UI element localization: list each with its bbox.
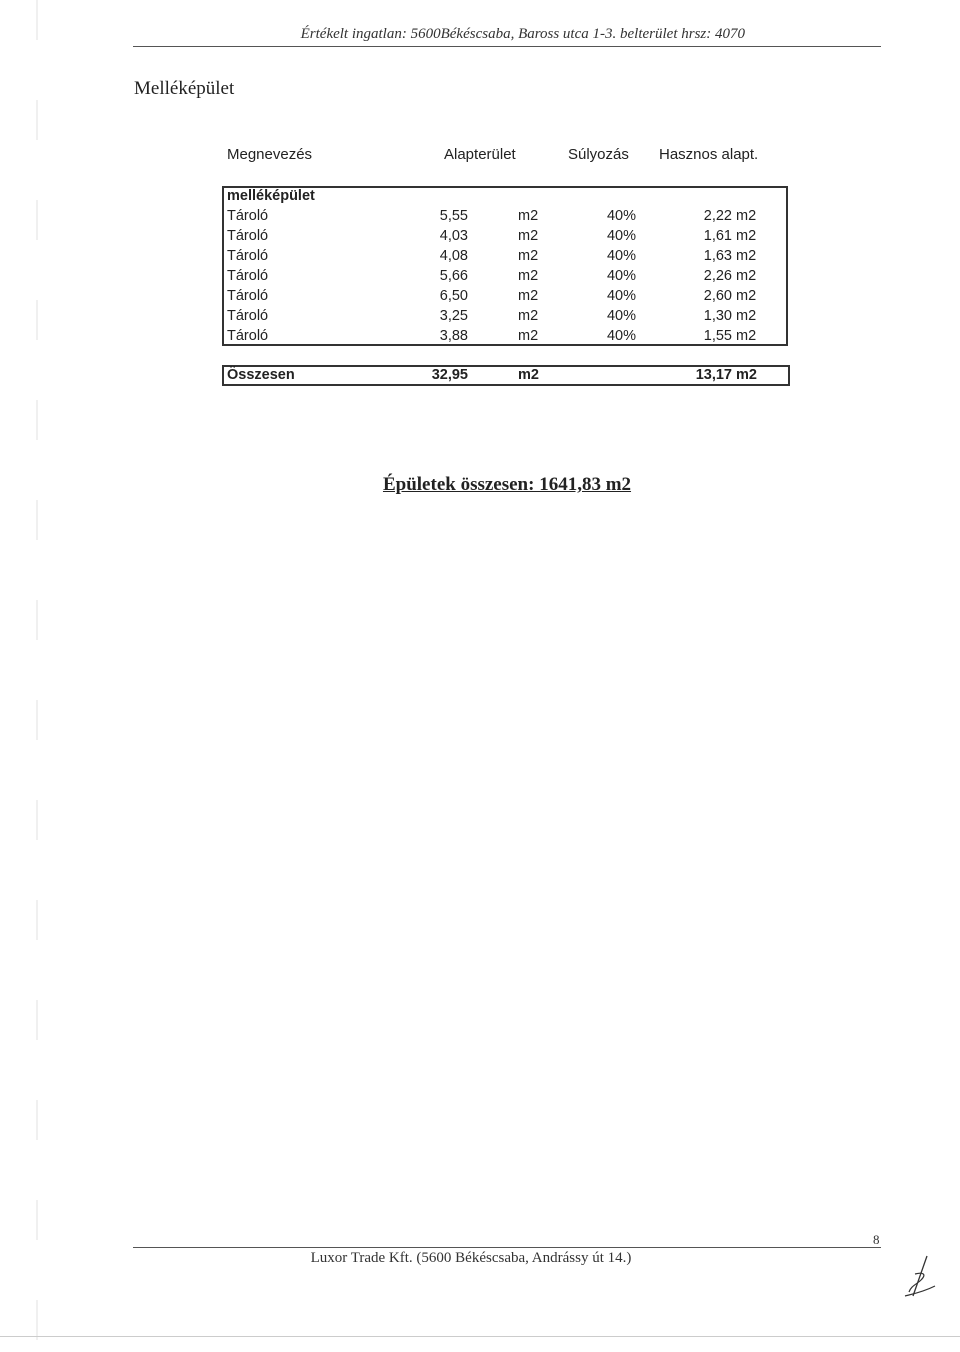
row-area-unit: m2 xyxy=(518,208,539,224)
row-area: 5,66 xyxy=(439,268,468,284)
row-area-unit: m2 xyxy=(518,308,539,324)
total-area: 32,95 xyxy=(431,367,468,383)
row-name: Tároló xyxy=(227,288,269,304)
row-name: Tároló xyxy=(227,248,269,264)
row-name: Tároló xyxy=(227,308,269,324)
row-weight: 40% xyxy=(606,228,636,244)
row-weight: 40% xyxy=(606,268,636,284)
total-area-unit: m2 xyxy=(518,367,539,383)
row-useful-unit: m2 xyxy=(736,208,757,224)
row-name: Tároló xyxy=(227,208,269,224)
row-name: Tároló xyxy=(227,228,269,244)
header-title: Értékelt ingatlan: 5600Békéscsaba, Baross utca 1-3. belterület hrsz: 4070 xyxy=(300,26,745,42)
header-rule xyxy=(133,46,881,47)
row-area-unit: m2 xyxy=(518,268,539,284)
total-useful-unit: m2 xyxy=(736,367,757,383)
total-row xyxy=(224,365,786,385)
row-weight: 40% xyxy=(606,308,636,324)
section-title: Melléképület xyxy=(134,78,235,99)
column-header-name: Megnevezés xyxy=(227,146,313,163)
table-row xyxy=(224,246,786,266)
row-area-unit: m2 xyxy=(518,288,539,304)
row-useful-area: 1,63 xyxy=(703,248,732,264)
table-row xyxy=(224,206,786,226)
row-area: 3,88 xyxy=(439,328,468,344)
row-useful-unit: m2 xyxy=(736,248,757,264)
row-useful-area: 2,26 xyxy=(703,268,732,284)
table-row xyxy=(224,326,786,346)
row-useful-area: 2,60 xyxy=(703,288,732,304)
buildings-total: Épületek összesen: 1641,83 m2 xyxy=(382,474,632,495)
row-useful-unit: m2 xyxy=(736,288,757,304)
scan-bottom-edge xyxy=(0,1336,960,1337)
row-area-unit: m2 xyxy=(518,328,539,344)
row-area-unit: m2 xyxy=(518,248,539,264)
row-name: Tároló xyxy=(227,268,269,284)
row-area: 3,25 xyxy=(439,308,468,324)
table-row xyxy=(224,286,786,306)
table-row xyxy=(224,266,786,286)
row-useful-area: 1,30 xyxy=(703,308,732,324)
table-row xyxy=(224,306,786,326)
row-weight: 40% xyxy=(606,328,636,344)
row-area: 4,08 xyxy=(439,248,468,264)
scan-edge-marks xyxy=(36,0,38,1347)
signature-icon xyxy=(897,1252,947,1302)
table-row xyxy=(224,226,786,246)
group-label: melléképület xyxy=(227,188,315,204)
row-weight: 40% xyxy=(606,288,636,304)
table-group-row xyxy=(224,186,786,206)
row-weight: 40% xyxy=(606,208,636,224)
column-header-area: Alapterület xyxy=(444,146,516,163)
total-label: Összesen xyxy=(227,367,295,383)
row-weight: 40% xyxy=(606,248,636,264)
row-useful-unit: m2 xyxy=(736,328,757,344)
row-useful-unit: m2 xyxy=(736,308,757,324)
footer-company: Luxor Trade Kft. (5600 Békéscsaba, Andrássy út 14.) xyxy=(310,1250,632,1266)
page-number: 8 xyxy=(873,1232,880,1247)
row-name: Tároló xyxy=(227,328,269,344)
row-useful-area: 2,22 xyxy=(703,208,732,224)
row-area: 4,03 xyxy=(439,228,468,244)
row-area: 5,55 xyxy=(439,208,468,224)
row-useful-area: 1,61 xyxy=(703,228,732,244)
footer-rule xyxy=(133,1247,881,1248)
column-header-weighting: Súlyozás xyxy=(568,146,629,163)
row-useful-unit: m2 xyxy=(736,268,757,284)
row-area-unit: m2 xyxy=(518,228,539,244)
row-area: 6,50 xyxy=(439,288,468,304)
row-useful-area: 1,55 xyxy=(703,328,732,344)
total-useful-area: 13,17 xyxy=(695,367,732,383)
column-header-useful-area: Hasznos alapt. xyxy=(659,146,759,163)
row-useful-unit: m2 xyxy=(736,228,757,244)
